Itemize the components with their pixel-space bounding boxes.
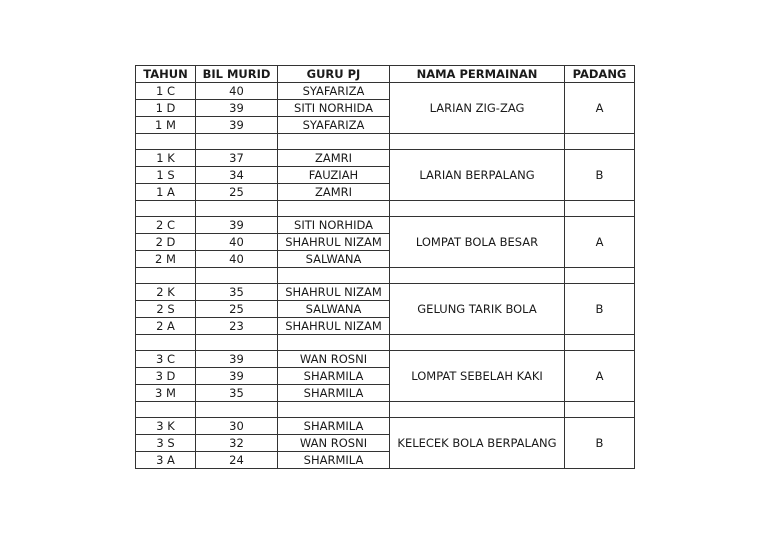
bil-murid-cell: 34 <box>196 167 278 184</box>
spacer-cell <box>390 335 565 351</box>
guru-cell: WAN ROSNI <box>278 351 390 368</box>
header-guru-pj: GURU PJ <box>278 66 390 83</box>
bil-murid-cell: 39 <box>196 351 278 368</box>
guru-cell: SHAHRUL NIZAM <box>278 234 390 251</box>
guru-cell: FAUZIAH <box>278 167 390 184</box>
bil-murid-cell: 39 <box>196 217 278 234</box>
table-body <box>136 83 635 469</box>
spacer-cell <box>390 268 565 284</box>
table-row <box>136 217 635 234</box>
header-padang: PADANG <box>565 66 635 83</box>
guru-cell: WAN ROSNI <box>278 435 390 452</box>
padang-cell: A <box>565 217 635 268</box>
header-nama-permainan: NAMA PERMAINAN <box>390 66 565 83</box>
padang-cell: A <box>565 351 635 402</box>
bil-murid-cell: 40 <box>196 234 278 251</box>
guru-cell: SYAFARIZA <box>278 83 390 100</box>
table-row <box>136 284 635 301</box>
spacer-cell <box>390 201 565 217</box>
guru-cell: ZAMRI <box>278 150 390 167</box>
guru-cell: SALWANA <box>278 301 390 318</box>
kelas-cell: 3 S <box>136 435 196 452</box>
schedule-table <box>135 65 635 469</box>
spacer-cell <box>196 402 278 418</box>
permainan-cell: LOMPAT SEBELAH KAKI <box>390 351 565 402</box>
kelas-cell: 2 D <box>136 234 196 251</box>
spacer-cell <box>565 402 635 418</box>
kelas-cell: 3 C <box>136 351 196 368</box>
bil-murid-cell: 32 <box>196 435 278 452</box>
spacer-cell <box>565 201 635 217</box>
kelas-cell: 1 C <box>136 83 196 100</box>
kelas-cell: 3 K <box>136 418 196 435</box>
permainan-cell: LOMPAT BOLA BESAR <box>390 217 565 268</box>
spacer-cell <box>565 268 635 284</box>
permainan-cell: LARIAN ZIG-ZAG <box>390 83 565 134</box>
padang-cell: B <box>565 150 635 201</box>
permainan-cell: GELUNG TARIK BOLA <box>390 284 565 335</box>
spacer-row <box>136 201 635 217</box>
header-tahun: TAHUN <box>136 66 196 83</box>
spacer-row <box>136 268 635 284</box>
bil-murid-cell: 37 <box>196 150 278 167</box>
bil-murid-cell: 25 <box>196 301 278 318</box>
spacer-cell <box>278 134 390 150</box>
header-bil-murid: BIL MURID <box>196 66 278 83</box>
kelas-cell: 2 C <box>136 217 196 234</box>
spacer-cell <box>390 134 565 150</box>
guru-cell: SHAHRUL NIZAM <box>278 284 390 301</box>
table-row <box>136 150 635 167</box>
table-row <box>136 351 635 368</box>
guru-cell: SHARMILA <box>278 368 390 385</box>
spacer-row <box>136 134 635 150</box>
padang-cell: B <box>565 284 635 335</box>
guru-cell: SHARMILA <box>278 452 390 469</box>
spacer-cell <box>136 402 196 418</box>
spacer-cell <box>196 134 278 150</box>
kelas-cell: 2 M <box>136 251 196 268</box>
kelas-cell: 1 K <box>136 150 196 167</box>
header-row <box>136 66 635 83</box>
kelas-cell: 2 S <box>136 301 196 318</box>
bil-murid-cell: 30 <box>196 418 278 435</box>
spacer-cell <box>136 134 196 150</box>
kelas-cell: 1 D <box>136 100 196 117</box>
kelas-cell: 2 A <box>136 318 196 335</box>
guru-cell: SHARMILA <box>278 385 390 402</box>
guru-cell: SITI NORHIDA <box>278 100 390 117</box>
spacer-cell <box>136 335 196 351</box>
kelas-cell: 1 A <box>136 184 196 201</box>
permainan-cell: LARIAN BERPALANG <box>390 150 565 201</box>
bil-murid-cell: 24 <box>196 452 278 469</box>
spacer-cell <box>565 134 635 150</box>
kelas-cell: 1 M <box>136 117 196 134</box>
guru-cell: SYAFARIZA <box>278 117 390 134</box>
spacer-cell <box>278 268 390 284</box>
kelas-cell: 3 M <box>136 385 196 402</box>
spacer-cell <box>136 268 196 284</box>
spacer-cell <box>565 335 635 351</box>
spacer-cell <box>278 201 390 217</box>
guru-cell: SITI NORHIDA <box>278 217 390 234</box>
padang-cell: A <box>565 83 635 134</box>
kelas-cell: 3 D <box>136 368 196 385</box>
bil-murid-cell: 40 <box>196 251 278 268</box>
spacer-cell <box>136 201 196 217</box>
bil-murid-cell: 40 <box>196 83 278 100</box>
bil-murid-cell: 39 <box>196 100 278 117</box>
guru-cell: ZAMRI <box>278 184 390 201</box>
permainan-cell: KELECEK BOLA BERPALANG <box>390 418 565 469</box>
spacer-cell <box>390 402 565 418</box>
bil-murid-cell: 35 <box>196 284 278 301</box>
spacer-row <box>136 335 635 351</box>
guru-cell: SHAHRUL NIZAM <box>278 318 390 335</box>
padang-cell: B <box>565 418 635 469</box>
guru-cell: SHARMILA <box>278 418 390 435</box>
table-row <box>136 83 635 100</box>
table-row <box>136 418 635 435</box>
kelas-cell: 3 A <box>136 452 196 469</box>
guru-cell: SALWANA <box>278 251 390 268</box>
bil-murid-cell: 39 <box>196 117 278 134</box>
bil-murid-cell: 35 <box>196 385 278 402</box>
bil-murid-cell: 25 <box>196 184 278 201</box>
kelas-cell: 1 S <box>136 167 196 184</box>
bil-murid-cell: 39 <box>196 368 278 385</box>
spacer-cell <box>278 335 390 351</box>
bil-murid-cell: 23 <box>196 318 278 335</box>
kelas-cell: 2 K <box>136 284 196 301</box>
spacer-cell <box>196 201 278 217</box>
spacer-row <box>136 402 635 418</box>
spacer-cell <box>196 335 278 351</box>
spacer-cell <box>196 268 278 284</box>
spacer-cell <box>278 402 390 418</box>
